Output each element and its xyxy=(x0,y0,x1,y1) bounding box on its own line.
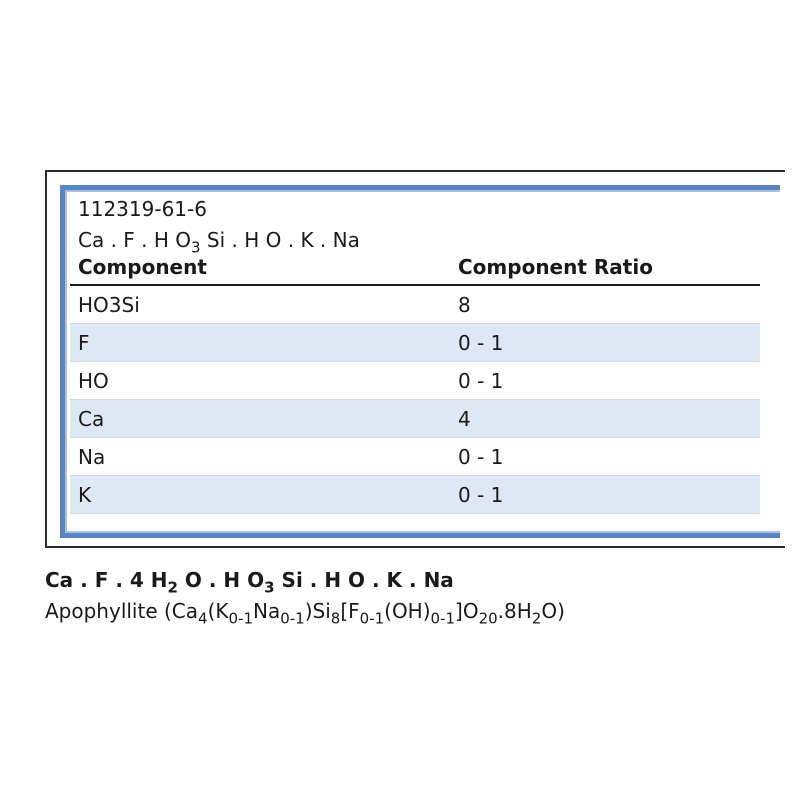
table-row xyxy=(70,400,760,438)
column-header-ratio: Component Ratio xyxy=(458,255,653,279)
table-row xyxy=(70,438,760,476)
ratio-cell: 8 xyxy=(458,293,471,317)
record-formula: Ca . F . H $O_3$ Si . H O . K . Na xyxy=(78,228,360,257)
compound-description: Apophyllite $(Ca_4(K_{0-1}Na_{0-1})Si_8[F_{0-1}(OH)_{0-1}]O_{20}.8H_2O)$ xyxy=(45,599,565,628)
table-row xyxy=(70,324,760,362)
ratio-cell: 0 - 1 xyxy=(458,369,504,393)
ratio-cell: 0 - 1 xyxy=(458,331,504,355)
component-cell: Ca xyxy=(78,407,105,431)
registry-number: 112319-61-6 xyxy=(78,197,207,221)
table-header xyxy=(70,252,760,286)
table-row xyxy=(70,362,760,400)
component-cell: HO xyxy=(78,369,109,393)
component-cell: Na xyxy=(78,445,106,469)
column-header-component: Component xyxy=(78,255,207,279)
ratio-cell: 0 - 1 xyxy=(458,483,504,507)
table-row xyxy=(70,476,760,514)
component-table xyxy=(70,252,760,514)
table-row xyxy=(70,286,760,324)
ratio-cell: 0 - 1 xyxy=(458,445,504,469)
component-cell: HO3Si xyxy=(78,293,140,317)
ratio-cell: 4 xyxy=(458,407,471,431)
component-cell: F xyxy=(78,331,90,355)
compound-formula: Ca . F . 4 $H_2$ O . H $O_3$ Si . H O . K . Na xyxy=(45,568,454,597)
component-cell: K xyxy=(78,483,92,507)
